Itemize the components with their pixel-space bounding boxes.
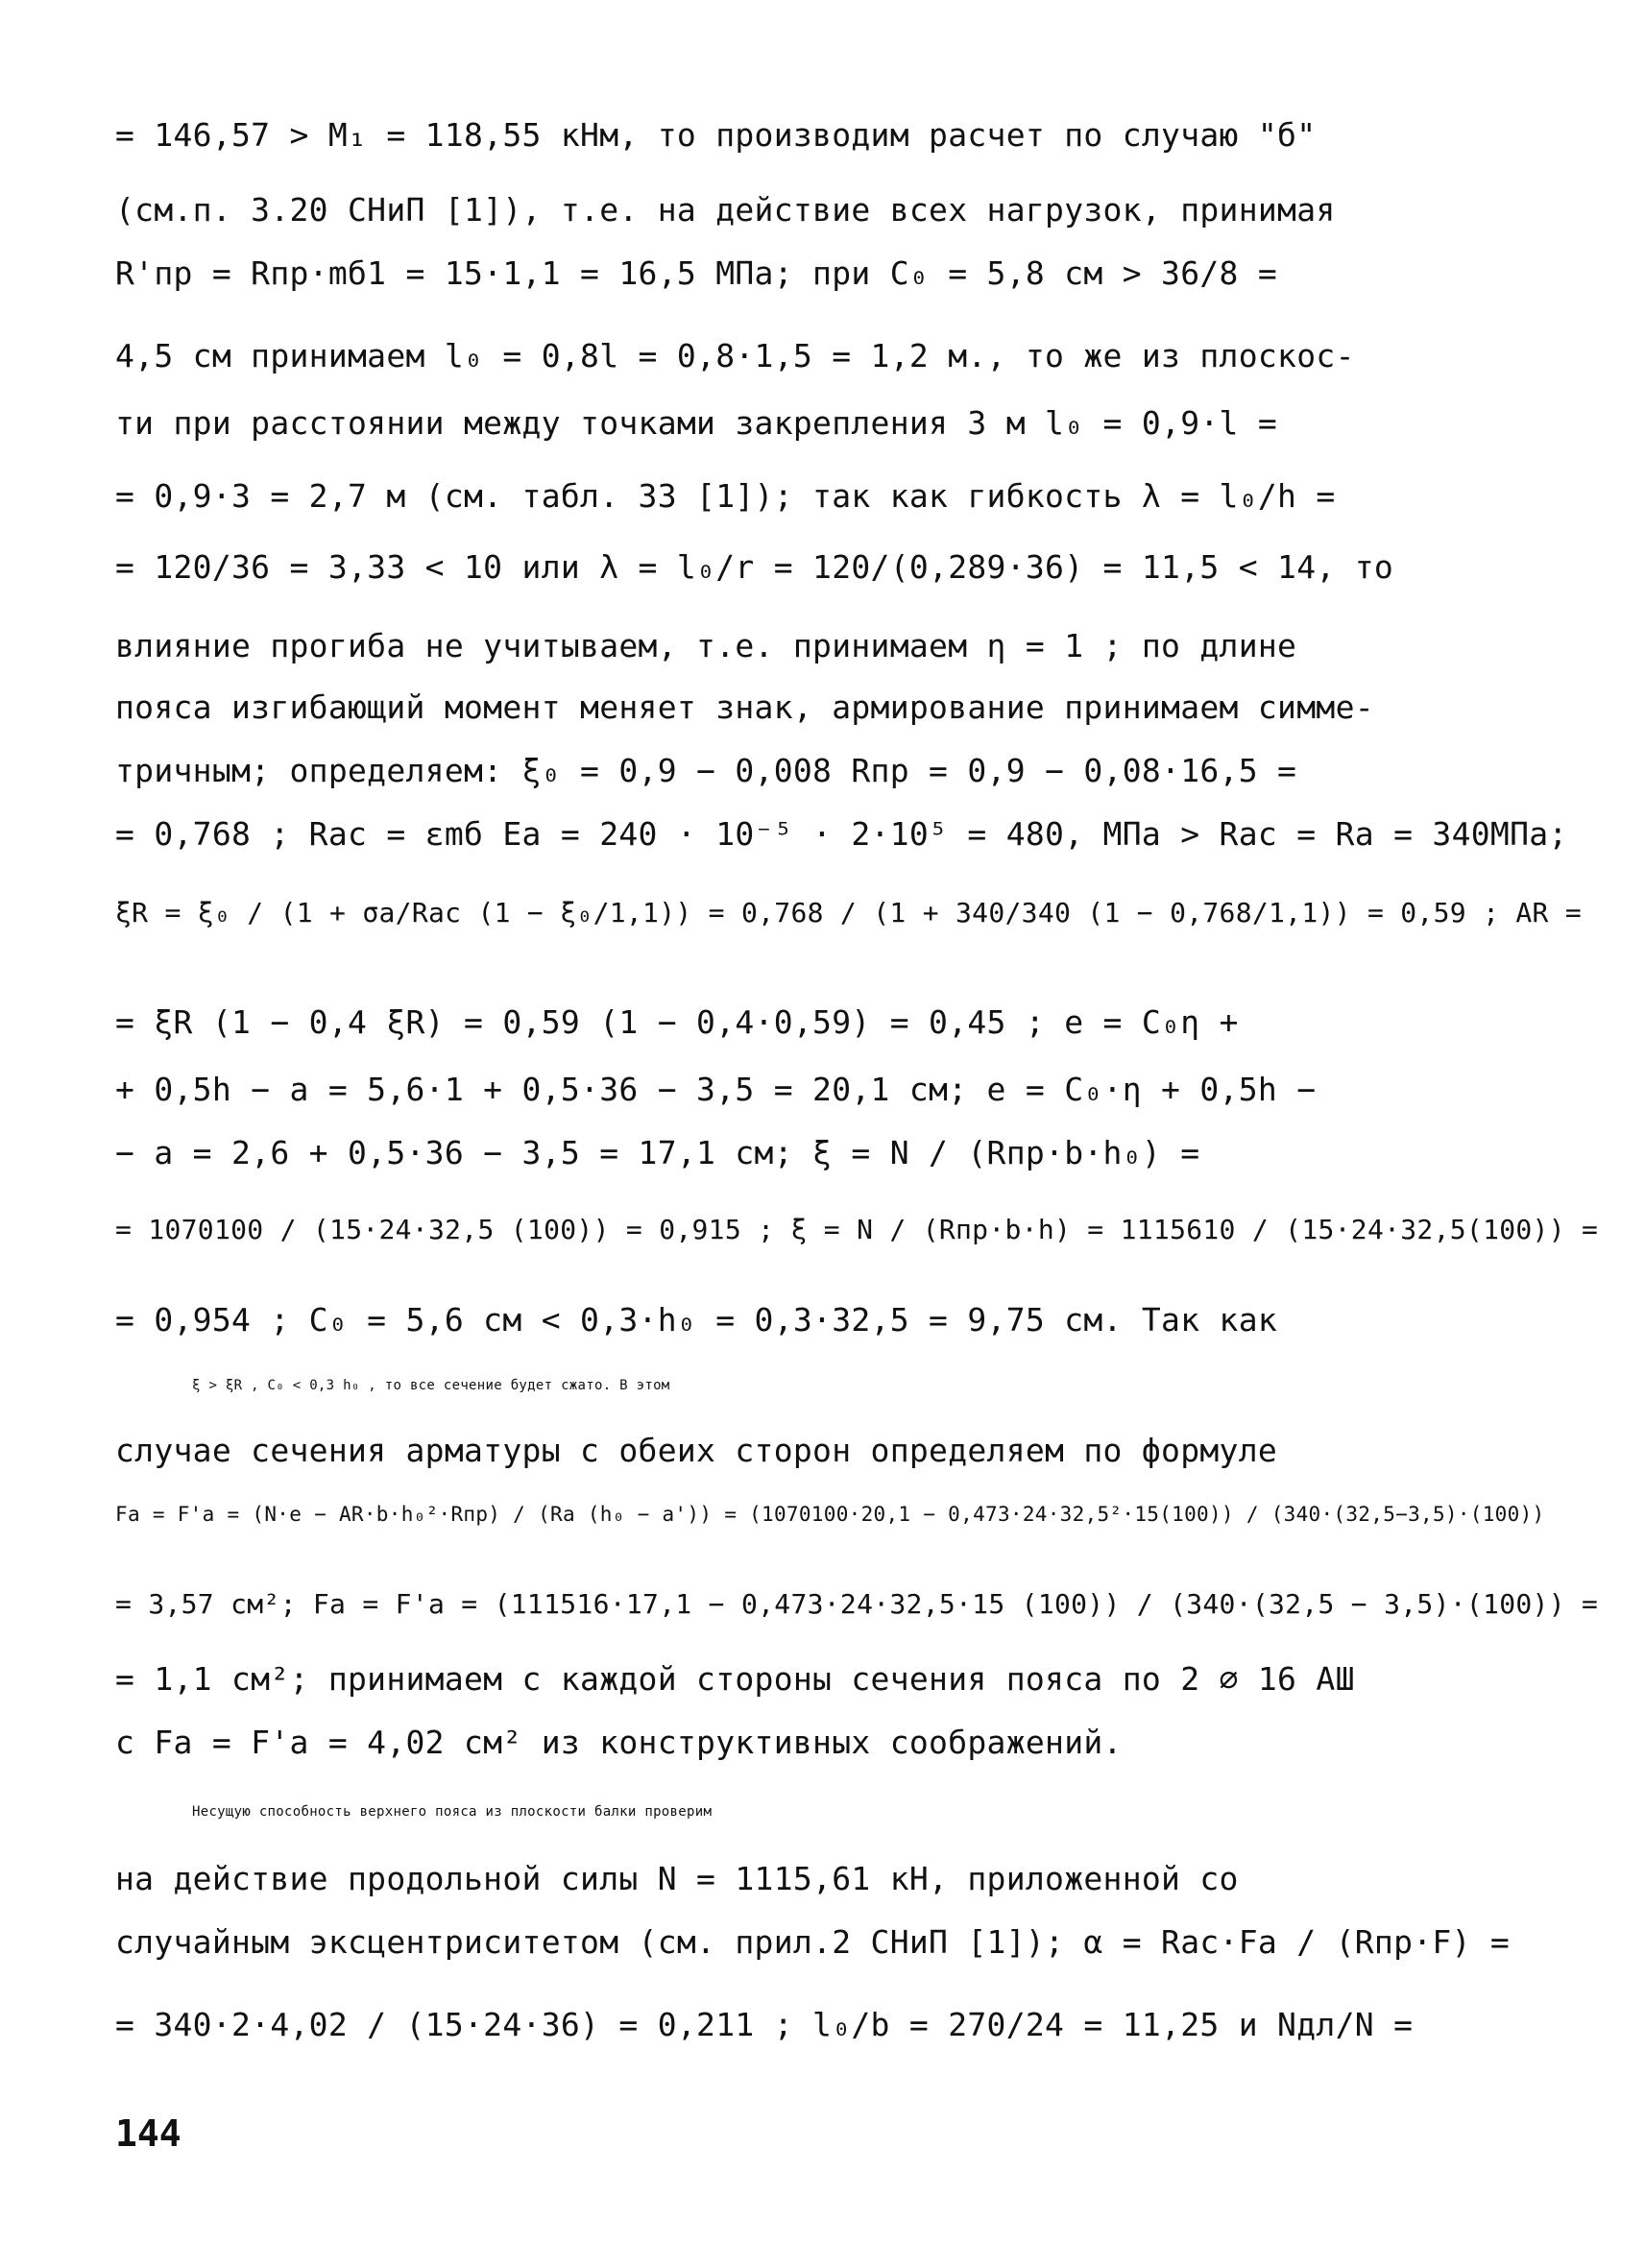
page-number: 144 [115,2112,181,2155]
text-line: = 340·2·4,02 / (15·24·36) = 0,211 ; l₀/b = 270/24 = 11,25 и Nдл/N = [115,2006,1414,2043]
text-line: ξ > ξR , C₀ < 0,3 h₀ , то все сечение будет сжато. В этом [192,1378,670,1393]
text-line: = 146,57 > M₁ = 118,55 кНм, то производим расчет по случаю "б" [115,116,1317,154]
text-line: тричным; определяем: ξ₀ = 0,9 − 0,008 Rпр = 0,9 − 0,08·16,5 = [115,752,1297,789]
text-line: + 0,5h − a = 5,6·1 + 0,5·36 − 3,5 = 20,1 см; e = C₀·η + 0,5h − [115,1071,1317,1108]
text-line: = 0,768 ; Rас = εmб Eа = 240 · 10⁻⁵ · 2·10⁵ = 480, МПа > Rас = Rа = 340МПа; [115,815,1568,853]
text-line: с Fа = F'а = 4,02 см² из конструктивных соображений. [115,1724,1123,1761]
text-line: случайным эксцентриситетом (см. прил.2 СНиП [1]); α = Rас·Fа / (Rпр·F) = [115,1923,1511,1961]
text-line: ти при расстоянии между точками закрепления 3 м l₀ = 0,9·l = [115,404,1278,442]
text-line: пояса изгибающий момент меняет знак, армирование принимаем симме- [115,688,1374,726]
text-line: = 120/36 = 3,33 < 10 или λ = l₀/r = 120/(0,289·36) = 11,5 < 14, то [115,548,1394,586]
text-line: Несущую способность верхнего пояса из плоскости балки проверим [192,1804,713,1820]
text-line: (см.п. 3.20 СНиП [1]), т.е. на действие всех нагрузок, принимая [115,191,1336,229]
text-line: = 0,9·3 = 2,7 м (см. табл. 33 [1]); так как гибкость λ = l₀/h = [115,477,1336,515]
text-line: ξR = ξ₀ / (1 + σа/Rас (1 − ξ₀/1,1)) = 0,768 / (1 + 340/340 (1 − 0,768/1,1)) = 0,59 ; AR = [115,897,1583,929]
text-line: = 1070100 / (15·24·32,5 (100)) = 0,915 ; ξ = N / (Rпр·b·h) = 1115610 / (15·24·32,5(100)) = [115,1214,1599,1245]
text-line: 4,5 см принимаем l₀ = 0,8l = 0,8·1,5 = 1,2 м., то же из плоскос- [115,337,1355,374]
text-line: Fа = F'а = (N·e − AR·b·h₀²·Rпр) / (Rа (h₀ − a')) = (1070100·20,1 − 0,473·24·32,5²·15(100)) / (340·(32,5−3,5)·(100)) [115,1503,1545,1526]
text-line: = 3,57 см²; Fа = F'а = (111516·17,1 − 0,473·24·32,5·15 (100)) / (340·(32,5 − 3,5)·(100)) = [115,1588,1599,1620]
text-line: = 0,954 ; C₀ = 5,6 см < 0,3·h₀ = 0,3·32,5 = 9,75 см. Так как [115,1301,1278,1339]
text-line: − a = 2,6 + 0,5·36 − 3,5 = 17,1 см; ξ = N / (Rпр·b·h₀) = [115,1134,1200,1171]
text-line: = 1,1 см²; принимаем с каждой стороны сечения пояса по 2 ∅ 16 АШ [115,1660,1355,1698]
text-line: = ξR (1 − 0,4 ξR) = 0,59 (1 − 0,4·0,59) = 0,45 ; e = C₀η + [115,1003,1239,1041]
text-line: R'пр = Rпр·mб1 = 15·1,1 = 16,5 МПа; при C₀ = 5,8 см > 36/8 = [115,254,1278,292]
text-line: влияние прогиба не учитываем, т.е. принимаем η = 1 ; по длине [115,627,1297,664]
text-line: на действие продольной силы N = 1115,61 кН, приложенной со [115,1860,1239,1897]
text-line: случае сечения арматуры с обеих сторон определяем по формуле [115,1432,1278,1469]
